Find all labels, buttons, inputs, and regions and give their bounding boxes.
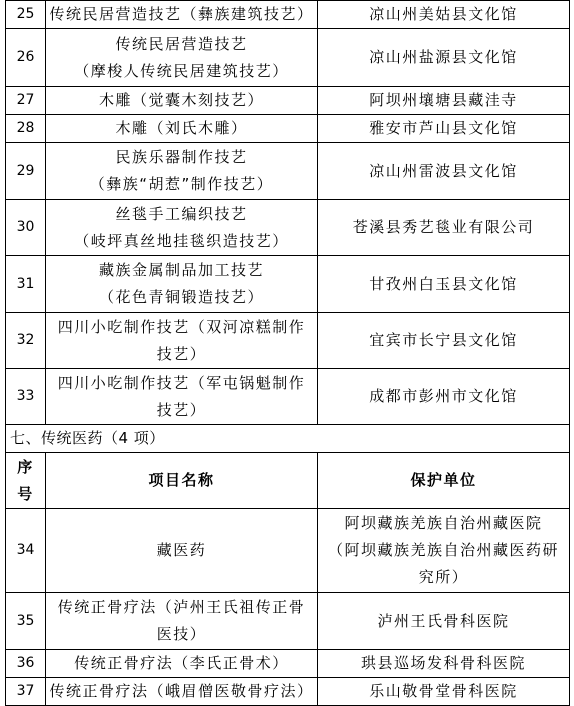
row-number: 25 xyxy=(6,1,46,29)
header-unit: 保护单位 xyxy=(318,453,570,509)
project-name-cell xyxy=(46,200,318,256)
project-name-line: 丝毯手工编织技艺 xyxy=(115,204,248,223)
project-name-line: 四川小吃制作技艺（军屯锅魁制作 xyxy=(57,373,306,392)
protection-unit-cell xyxy=(318,369,570,425)
row-number: 35 xyxy=(6,593,46,650)
project-name-line: 传统民居营造技艺 xyxy=(115,34,248,53)
project-name-line: 传统民居营造技艺（彝族建筑技艺） xyxy=(49,5,314,23)
protection-unit-line: 究所） xyxy=(418,568,469,586)
project-name-line: 四川小吃制作技艺（双河凉糕制作 xyxy=(57,317,306,336)
project-name-line: （彝族“胡惹”制作技艺） xyxy=(89,175,274,193)
protection-unit-cell xyxy=(318,29,570,87)
table-row xyxy=(6,200,570,256)
protection-unit-cell xyxy=(318,678,570,706)
project-name-line: 藏医药 xyxy=(156,541,207,559)
table-row xyxy=(6,369,570,425)
protection-unit-line: 珙县巡场发科骨科医院 xyxy=(360,654,526,672)
protection-unit-line: 苍溪县秀艺毯业有限公司 xyxy=(352,218,535,236)
protection-unit-line: 成都市彭州市文化馆 xyxy=(369,387,518,405)
project-name-cell xyxy=(46,313,318,369)
row-number: 36 xyxy=(6,650,46,678)
table-body-crafts xyxy=(6,1,570,425)
table-row xyxy=(6,593,570,650)
table-row xyxy=(6,115,570,143)
project-name-cell xyxy=(46,115,318,143)
protection-unit-line: 凉山州盐源县文化馆 xyxy=(369,48,518,66)
protection-unit-line: 凉山州美姑县文化馆 xyxy=(369,5,518,23)
protection-unit-cell xyxy=(318,256,570,313)
protection-unit-line: 阿坝藏族羌族自治州藏医院 xyxy=(344,514,543,532)
table-body-medicine xyxy=(6,509,570,706)
project-name-line: 传统正骨疗法（泸州王氏祖传正骨 xyxy=(57,598,306,616)
table-row xyxy=(6,509,570,593)
section-title: 七、传统医药（4 项） xyxy=(6,425,570,453)
project-name-line: 藏族金属制品加工技艺 xyxy=(98,261,264,279)
project-name-line: 木雕（觉囊木刻技艺） xyxy=(98,91,264,109)
table-row xyxy=(6,29,570,87)
table-row xyxy=(6,87,570,115)
row-number: 29 xyxy=(6,143,46,200)
protection-unit-cell xyxy=(318,593,570,650)
project-name-line: 传统正骨疗法（峨眉僧医敬骨疗法） xyxy=(49,682,314,700)
header-row xyxy=(6,453,570,509)
project-name-cell xyxy=(46,593,318,650)
section-row xyxy=(6,425,570,453)
project-name-cell xyxy=(46,143,318,200)
project-name-cell xyxy=(46,369,318,425)
project-name-cell xyxy=(46,678,318,706)
protection-unit-cell xyxy=(318,313,570,369)
section-row-group xyxy=(6,425,570,509)
project-name-line: （花色青铜锻造技艺） xyxy=(98,288,264,306)
header-no-line: 序 xyxy=(17,457,34,476)
table-row xyxy=(6,313,570,369)
project-name-line: 技艺） xyxy=(156,344,207,363)
project-name-line: （摩梭人传统民居建筑技艺） xyxy=(74,61,289,80)
project-name-cell xyxy=(46,29,318,87)
row-number: 27 xyxy=(6,87,46,115)
heritage-table xyxy=(5,0,570,706)
row-number: 26 xyxy=(6,29,46,87)
header-no-line: 号 xyxy=(17,484,34,503)
project-name-cell xyxy=(46,509,318,593)
row-number: 34 xyxy=(6,509,46,593)
project-name-line: （岐坪真丝地挂毯织造技艺） xyxy=(74,231,289,250)
table-row xyxy=(6,256,570,313)
project-name-cell xyxy=(46,87,318,115)
header-name: 项目名称 xyxy=(46,453,318,509)
project-name-cell xyxy=(46,650,318,678)
protection-unit-line: 凉山州雷波县文化馆 xyxy=(369,161,518,180)
protection-unit-cell xyxy=(318,200,570,256)
protection-unit-line: 雅安市芦山县文化馆 xyxy=(369,119,518,137)
row-number: 33 xyxy=(6,369,46,425)
protection-unit-cell xyxy=(318,115,570,143)
protection-unit-line: 乐山敬骨堂骨科医院 xyxy=(369,682,518,700)
protection-unit-cell xyxy=(318,650,570,678)
row-number: 30 xyxy=(6,200,46,256)
protection-unit-cell xyxy=(318,509,570,593)
row-number: 28 xyxy=(6,115,46,143)
protection-unit-line: 宜宾市长宁县文化馆 xyxy=(369,331,518,349)
project-name-cell xyxy=(46,256,318,313)
protection-unit-line: 甘孜州白玉县文化馆 xyxy=(369,274,518,293)
project-name-line: 医技） xyxy=(156,625,207,643)
project-name-cell xyxy=(46,1,318,29)
protection-unit-line: （阿坝藏族羌族自治州藏医药研 xyxy=(327,541,559,559)
protection-unit-cell xyxy=(318,87,570,115)
table-row xyxy=(6,650,570,678)
project-name-line: 技艺） xyxy=(156,400,207,419)
project-name-line: 传统正骨疗法（李氏正骨术） xyxy=(74,654,289,672)
table-row xyxy=(6,678,570,706)
protection-unit-line: 阿坝州壤塘县藏洼寺 xyxy=(369,91,518,109)
table-row xyxy=(6,1,570,29)
row-number: 31 xyxy=(6,256,46,313)
protection-unit-line: 泸州王氏骨科医院 xyxy=(377,611,510,630)
project-name-line: 民族乐器制作技艺 xyxy=(115,148,248,166)
protection-unit-cell xyxy=(318,143,570,200)
project-name-line: 木雕（刘氏木雕） xyxy=(115,119,248,137)
row-number: 37 xyxy=(6,678,46,706)
table-row xyxy=(6,143,570,200)
protection-unit-cell xyxy=(318,1,570,29)
header-no xyxy=(6,453,46,509)
row-number: 32 xyxy=(6,313,46,369)
